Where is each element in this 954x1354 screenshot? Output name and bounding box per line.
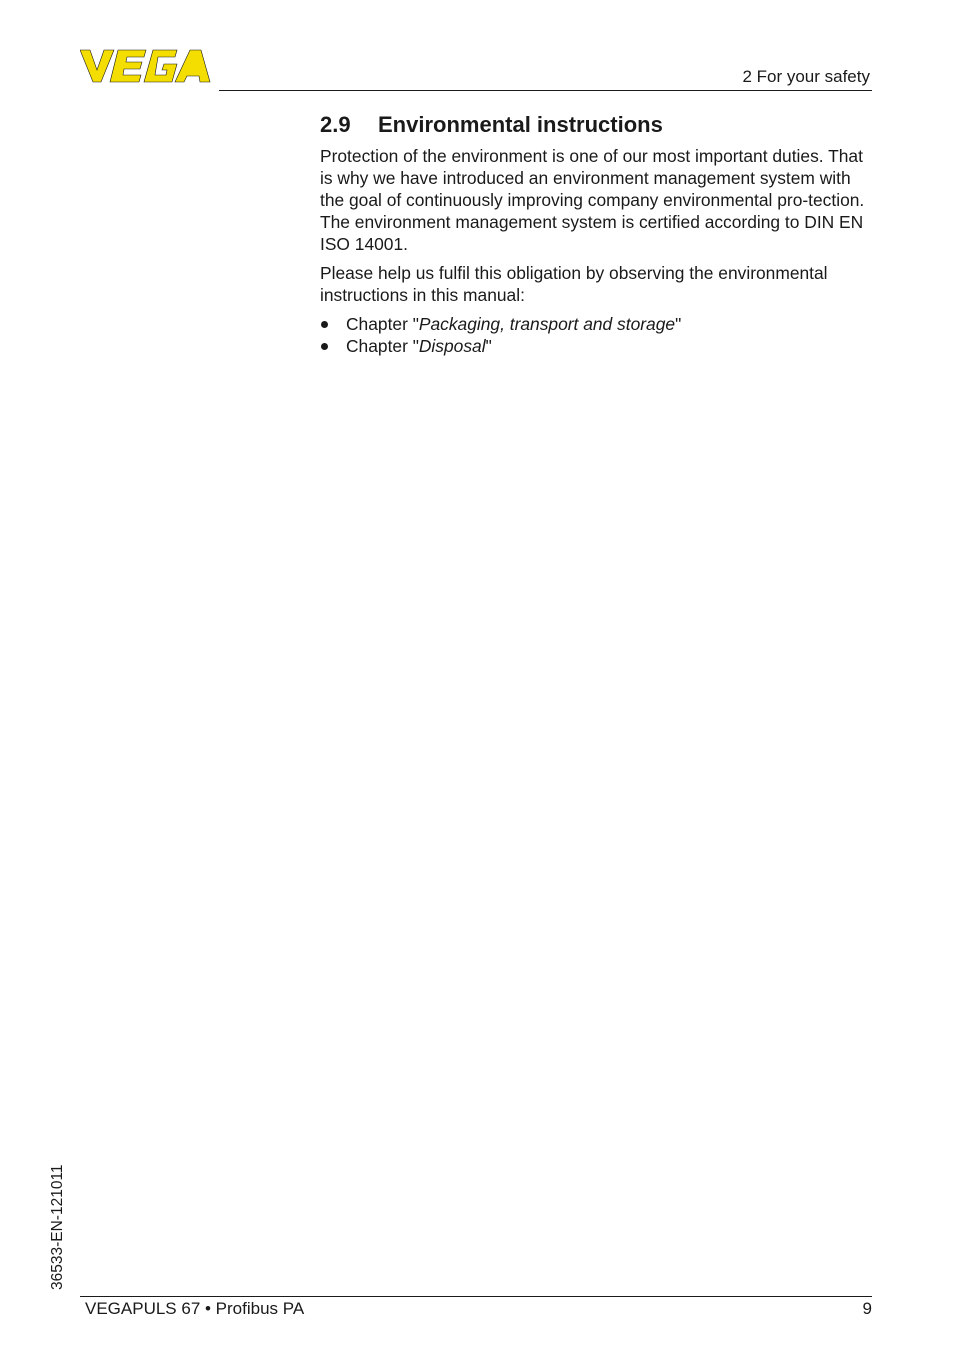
header-divider <box>219 90 872 91</box>
bullet-list <box>320 313 876 357</box>
header-section-title: 2 For your safety <box>742 67 870 86</box>
section-title: Environmental instructions <box>378 112 663 137</box>
section-body <box>320 145 876 357</box>
bullet-icon <box>321 321 328 328</box>
section-heading <box>320 112 663 138</box>
bullet-icon <box>321 343 328 350</box>
vega-logo-icon <box>80 48 212 84</box>
chapter-reference: Disposal <box>418 336 486 356</box>
page-number: 9 <box>862 1299 872 1318</box>
chapter-reference: Packaging, transport and storage <box>418 314 676 334</box>
list-item: Chapter "Packaging, transport and storage" <box>320 313 876 335</box>
vega-logo <box>80 48 212 84</box>
document-number: 36533-EN-121011 <box>49 1164 66 1290</box>
footer-divider <box>80 1296 872 1297</box>
section-number: 2.9 <box>320 112 351 137</box>
paragraph: Please help us fulfil this obligation by observing the environmental instructions in this manual: <box>320 263 828 305</box>
paragraph: Protection of the environment is one of our most important duties. That is why we have introduced an environment management system with the goal of continuously improving company environmental pro-tection. The environment management system is certified according to DIN EN ISO 14001. <box>320 146 865 254</box>
list-item: Chapter "Disposal" <box>320 335 876 357</box>
footer-product-name: VEGAPULS 67 • Profibus PA <box>85 1299 305 1318</box>
